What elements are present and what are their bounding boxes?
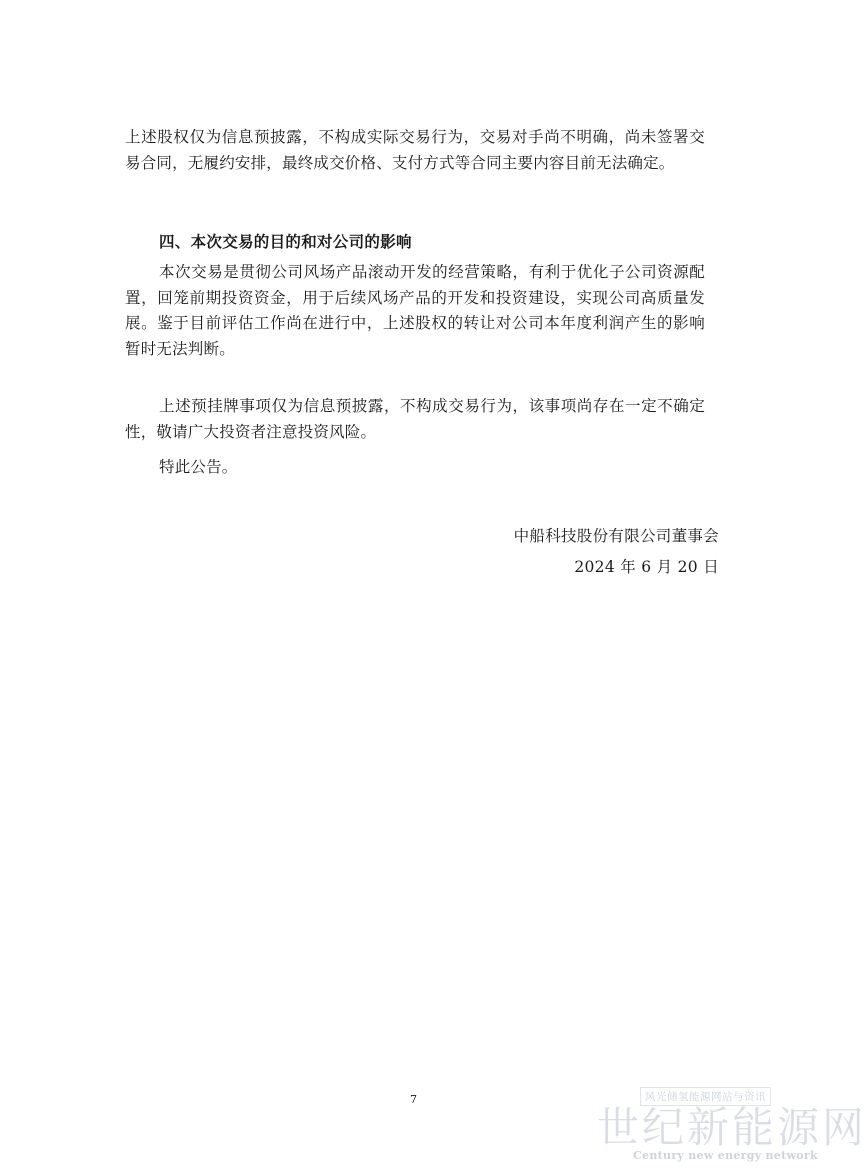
signature-date: 2024 年 6 月 20 日 [574,558,719,576]
watermark-name: 世纪新能源网 [597,1103,867,1152]
watermark-english: Century new energy network [633,1149,818,1162]
watermark-logo [595,1085,867,1165]
watermark-slogan: 风光储氢能源网站与资讯 [640,1087,771,1106]
signature-company: 中船科技股份有限公司董事会 [513,527,719,545]
page-number: 7 [410,1093,417,1106]
signature-block [514,521,719,583]
paragraph-disclosure-note: 上述股权仅为信息预披露，不构成实际交易行为，交易对手尚不明确，尚未签署交易合同，无履约安排，最终成交价格、支付方式等合同主要内容目前无法确定。 [125,128,705,172]
section-heading: 四、本次交易的目的和对公司的影响 [159,233,412,251]
paragraph-transaction-purpose: 本次交易是贯彻公司风场产品滚动开发的经营策略，有利于优化子公司资源配置，回笼前期投资资金，用于后续风场产品的开发和投资建设，实现公司高质量发展。鉴于目前评估工作尚在进行中，上述股权的转让对公司本年度利润产生的影响暂时无法判断。 [125,263,705,358]
paragraph-closing: 特此公告。 [159,458,238,476]
paragraph-risk-warning: 上述预挂牌事项仅为信息预披露，不构成交易行为，该事项尚存在一定不确定性，敬请广大投资者注意投资风险。 [125,397,705,441]
